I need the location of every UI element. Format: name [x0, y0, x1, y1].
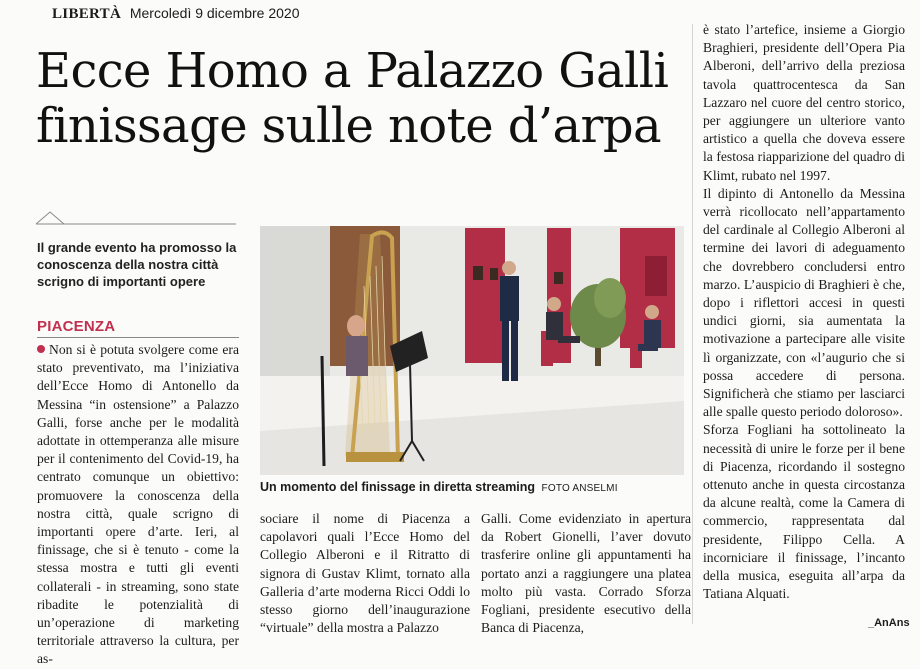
photo-caption	[260, 480, 690, 494]
author-signature: _AnAns	[868, 617, 910, 629]
harp-performance-illustration	[260, 226, 684, 475]
newspaper-name: LIBERTÀ	[52, 6, 122, 22]
article-photo	[260, 226, 684, 475]
photo-credit: FOTO ANSELMI	[541, 483, 618, 494]
issue-date: Mercoledì 9 dicembre 2020	[129, 5, 300, 21]
article-column-3	[481, 510, 691, 635]
section-label: PIACENZA	[37, 318, 116, 335]
masthead	[52, 5, 300, 23]
column-4-paragraph: Il dipinto di Antonello da Messina verrà ricollocato nell’appartamento del cardinale al Collegio Alberoni al termine dei lavori di adeguamento che dovrebbero concludersi entro marzo. L’auspicio di Braghieri è che, dopo i riflettori accesi in questi undici giorni, sia aumentata la motivazione a partecipare alle visite lì organizzate, con «l’augurio che si possa accedere di persona. Significherà che stiamo per lasciarci alle spalle questo periodo doloroso».	[703, 185, 905, 420]
column-4-paragraph: Sforza Fogliani ha sottolineato la necessità di unire le forze per il bene di Piacenza, ricordando il sostegno ottenuto anche in questa circostanza da alcune realtà, come la Camera di commercio, rappresentata dal presidente, Filippo Cella. A incorniciare il finissage, l’incanto della musica, eseguita all’arpa da Tatiana Alquati.	[703, 422, 905, 602]
column-4-paragraph: è stato l’artefice, insieme a Giorgio Braghieri, presidente dell’Opera Pia Alberoni, dell’arrivo della preziosa tavola quattrocentesca da San Lazzaro nel cuore del centro storico, per aggiungere un ulteriore vanto artistico a quella che doveva essere la festosa riapparizione del quadro di Klimt, rubato nel 1997.	[703, 22, 905, 183]
headline-line-2: finissage sulle note d’arpa	[36, 98, 662, 154]
column-divider	[692, 24, 693, 624]
article-column-2	[260, 510, 470, 635]
column-1-text: Non si è potuta svolgere come era stato preventivato, ma l’iniziativa dell’Ecce Homo di Antonello da Messina “in ostensione” a Palazzo Galli, forse anche per le modalità adottate in ottemperanza alle misure per il contenimento del Covid-19, ha centrato comunque un obiettivo: promuovere la conoscenza della nostra città, quale scrigno di importanti opere d’arte. Ieri, al finissage, che si è tenuto - come la stessa mostra e tutti gli eventi collaterali - in streaming, sono state ribadite le potenzialità di un’operazione di marketing territoriale attraverso la cultura, per as-	[37, 342, 239, 667]
caption-text: Un momento del finissage in diretta streaming	[260, 480, 536, 494]
column-3-text: Galli. Come evidenziato in apertura da Robert Gionelli, l’aver dovuto trasferire online gli appuntamenti ha portato anzi a raggiungere una platea molto più vasta. Corrado Sforza Fogliani, presidente esecutivo della Banca di Piacenza,	[481, 511, 691, 636]
column-2-text: sociare il nome di Piacenza a capolavori quali l’Ecce Homo del Collegio Alberoni e il Ritratto di signora di Gustav Klimt, tornato alla Galleria d’arte moderna Ricci Oddi lo stesso giorno dell’inaugurazione “virtuale” della mostra a Palazzo	[260, 511, 470, 636]
subheadline: Il grande evento ha promosso la conoscenza della nostra città scrigno di importanti opere	[37, 240, 237, 289]
bullet-icon	[37, 345, 45, 353]
headline	[36, 44, 686, 154]
headline-line-1: Ecce Homo a Palazzo Galli	[36, 43, 669, 99]
article-column-1	[37, 341, 239, 667]
article-column-4	[703, 21, 905, 611]
section-divider	[37, 337, 239, 338]
decorative-rule	[36, 210, 236, 230]
